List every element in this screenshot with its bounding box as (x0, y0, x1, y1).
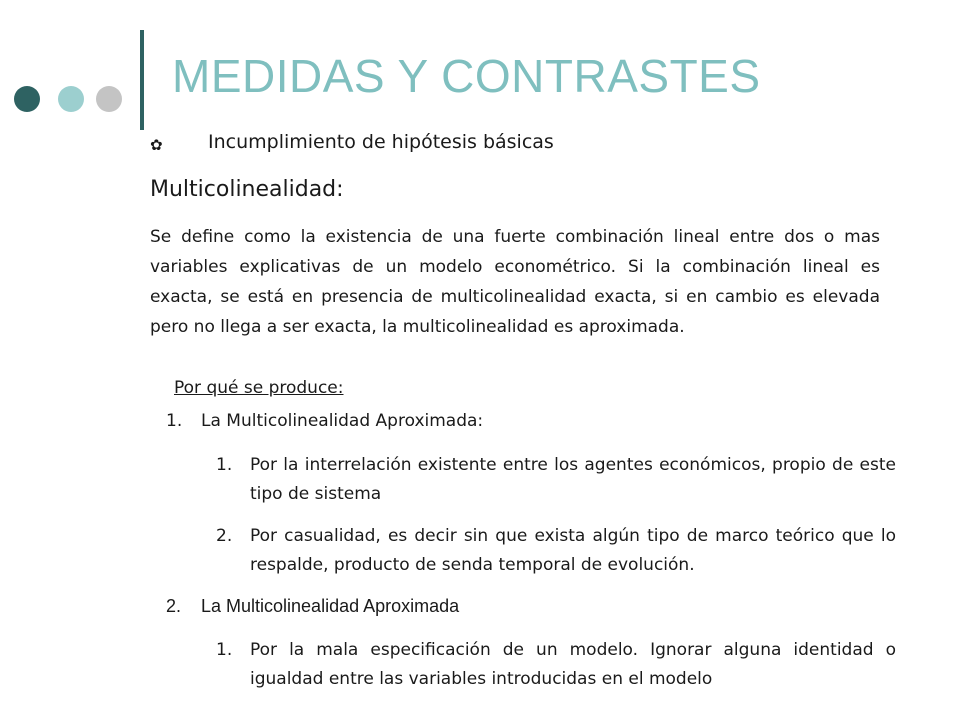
list-number: 2. (166, 596, 182, 616)
sub-list-text: Por casualidad, es decir sin que exista algún tipo de marco teórico que lo respalde, producto de senda temporal de evolución. (250, 526, 896, 575)
slide-title: MEDIDAS Y CONTRASTES (172, 50, 761, 102)
decorative-dot-light (58, 86, 84, 112)
sub-list-number: 1. (216, 640, 233, 660)
sub-list-item-2-1 (216, 636, 896, 694)
list-item-1 (166, 408, 483, 434)
definition-paragraph: Se define como la existencia de una fuerte combinación lineal entre dos o mas variables explicativas de un modelo econométrico. Si la combinación lineal es exacta, se está en presencia de multicolinealidad exacta, si en cambio es elevada pero no llega a ser exacta, la multicolinealidad es aproximada. (150, 227, 880, 337)
list-label: La Multicolinealidad Aproximada (201, 596, 460, 616)
why-heading: Por qué se produce: (174, 378, 344, 398)
ring-bullet-icon: ✿ (150, 136, 163, 154)
decorative-dot-gray (96, 86, 122, 112)
sub-list-text: Por la mala especificación de un modelo. Ignorar alguna identidad o igualdad entre las variables introducidas en el modelo (250, 640, 896, 689)
sub-list-item-1-1 (216, 451, 896, 509)
slide-subtitle: Incumplimiento de hipótesis básicas (208, 131, 554, 153)
list-number: 1. (166, 411, 183, 431)
decorative-dot-dark (14, 86, 40, 112)
list-item-2 (166, 593, 459, 619)
section-heading: Multicolinealidad: (150, 177, 344, 202)
sub-list-item-1-2 (216, 522, 896, 580)
sub-list-number: 2. (216, 526, 233, 546)
list-label: La Multicolinealidad Aproximada: (201, 411, 484, 431)
sub-list-text: Por la interrelación existente entre los agentes económicos, propio de este tipo de sistema (250, 455, 896, 504)
sub-list-number: 1. (216, 455, 233, 475)
title-divider-bar (140, 30, 144, 130)
